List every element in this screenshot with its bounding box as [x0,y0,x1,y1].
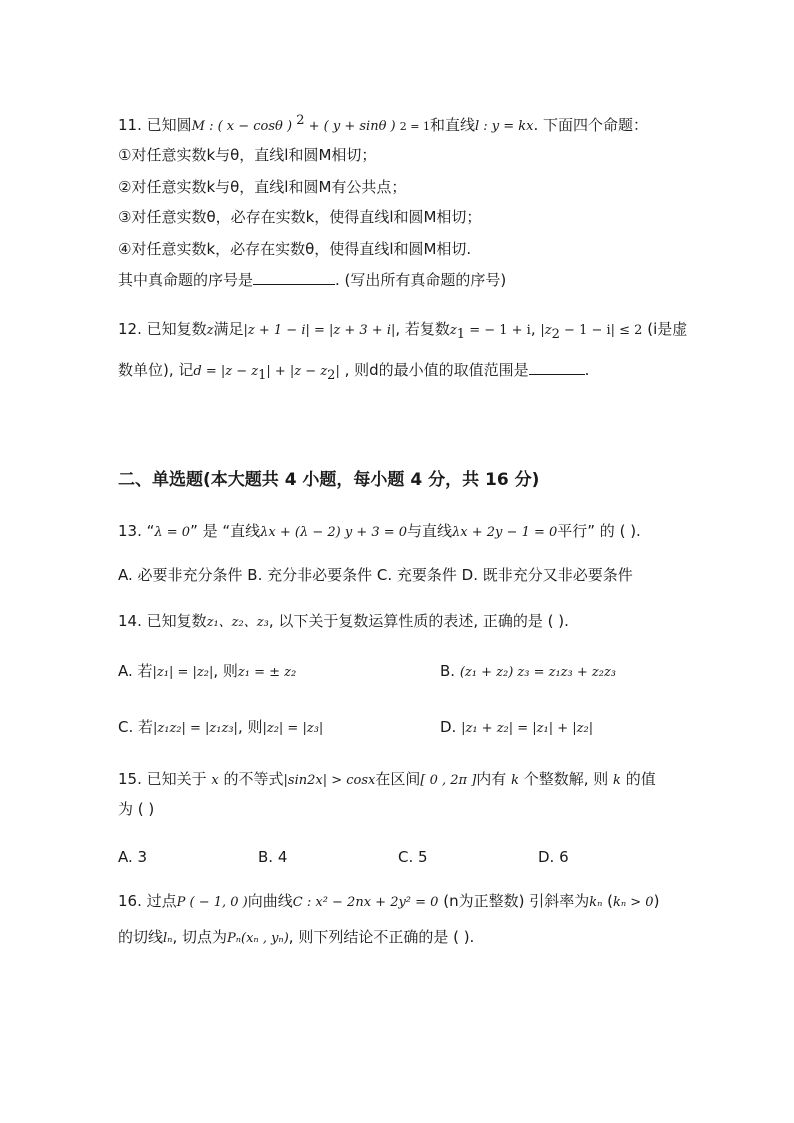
q11-question-note: . (写出所有真命题的序号) [335,271,507,289]
q15-stem-line2: 为 ( ) [118,800,155,818]
q15-option-d[interactable]: D. 6 [538,848,569,866]
q14-option-b-label: B. [440,662,456,680]
q11-proposition-2: ②对任意实数k与θ，直线l和圆M有公共点； [118,178,407,196]
q14-option-d[interactable] [440,716,593,740]
q15-stem-line1 [118,768,656,792]
q11-circle-equation: M : ( x − cosθ ) [191,119,297,134]
q14-option-a-text: , 则 [213,662,238,680]
q12-d-definition-2: | + |z − z [266,364,328,379]
q14-option-b[interactable] [440,660,616,684]
q16-slope: kₙ [589,895,603,910]
q11-question-text: 其中真命题的序号是 [118,271,254,289]
q14-option-a-math1: |z₁| = |z₂| [152,665,214,680]
section-heading: 二、单选题(本大题共 4 小题，每小题 4 分，共 16 分) [118,470,540,490]
q12-text-4: 数单位), 记 [118,361,194,379]
q11-circle-equation-part2: + ( y + sinθ ) [304,119,400,134]
q14-option-d-label: D. [440,718,457,736]
q12-number-text: 12. 已知复数 [118,320,207,338]
q14-option-c[interactable] [118,716,323,740]
q14-option-d-math: |z₁ + z₂| = |z₁| + |z₂| [461,721,594,736]
q11-answer-blank[interactable] [253,268,335,285]
q15-var-k-2: k [613,773,621,788]
q15-text-2: 在区间 [375,770,421,788]
q15-text-4: 个整数解, 则 [518,770,614,788]
q15-text-3: 内有 [476,770,512,788]
q16-slope-condition: kₙ > 0 [612,895,654,910]
q16-stem-line1 [118,890,659,914]
q13-line2-equation: λx + 2y − 1 = 0 [452,525,558,540]
q14-option-c-math1: |z₁z₂| = |z₁z₃| [153,721,238,736]
q12-d-sub2: 2 [327,368,336,383]
q11-suffix-text: . 下面四个命题： [533,116,649,134]
q11-line-equation: l : y = kx [474,119,534,134]
q12-z1-value: = − 1 + i [465,323,531,338]
q15-var-x: x [211,773,219,788]
q15-interval: [ 0 , 2π ] [420,773,477,788]
q12-z2-condition-rest: − 1 − i| ≤ 2 [559,323,643,338]
q12-d-definition: d = |z − z [193,364,259,379]
q12-z2-condition: |z [540,323,552,338]
q14-option-a-label: A. 若 [118,662,153,680]
q14-option-a-math2: z₁ = ± z₂ [237,665,297,680]
q12-condition: |z + 1 − i| = |z + 3 + i| [243,323,396,338]
q13-stem [118,520,641,544]
q12-text-3: (i是虚 [642,320,688,338]
q12-z1-subscript: 1 [456,327,466,342]
q14-option-b-math: (z₁ + z₂) z₃ = z₁z₃ + z₂z₃ [459,665,617,680]
q11-proposition-4: ④对任意实数k，必存在实数θ，使得直线l和圆M相切. [118,240,472,258]
q13-text-2: 与直线 [407,522,453,540]
q16-text-6: , 切点为 [172,928,227,946]
q12-answer-blank[interactable] [529,358,585,375]
q12-text: 满足 [213,320,244,338]
q14-number-text: 14. 已知复数 [118,612,207,630]
q12-var-z: z [206,323,214,338]
q15-option-c[interactable]: C. 5 [398,848,428,866]
q16-text-5: 的切线 [118,928,164,946]
q14-option-c-text: , 则 [237,718,263,736]
q13-line1-equation: λx + (λ − 2) y + 3 = 0 [260,525,408,540]
q13-text-3: 平行” 的 ( ). [557,522,641,540]
q12-d-sub1: 1 [258,368,267,383]
q11-proposition-3: ③对任意实数θ，必存在实数k，使得直线l和圆M相切； [118,208,482,226]
q16-text-3: ( [602,892,613,910]
q16-tangent-point: Pₙ(xₙ , yₙ) [227,931,289,946]
q12-question-text: , 则d的最小值的取值范围是 [339,361,529,379]
q12-separator: , [530,320,541,338]
q16-text-4: ) [653,892,660,910]
q14-stem [118,610,569,634]
q15-option-b[interactable]: B. 4 [258,848,288,866]
q13-options: A. 必要非充分条件 B. 充分非必要条件 C. 充要条件 D. 既非充分又非必要条件 [118,566,633,584]
q11-proposition-1: ①对任意实数k与θ，直线l和圆M相切； [118,146,377,164]
q12-z2-subscript: 2 [551,327,560,342]
q12-text-2: , 若复数 [395,320,450,338]
q16-text-7: , 则下列结论不正确的是 ( ). [288,928,475,946]
q11-number-text: 11. 已知圆 [118,116,192,134]
q13-number-text: 13. “ [118,522,155,540]
q16-curve-equation: C : x² − 2nx + 2y² = 0 [292,895,439,910]
q11-question [118,268,506,291]
q11-connector-text: 和直线 [429,116,475,134]
q13-text: ” 是 “直线 [190,522,261,540]
q16-tangent-line: lₙ [163,931,173,946]
q15-number-text: 15. 已知关于 [118,770,212,788]
q15-text-5: 的值 [620,770,656,788]
q12-stem-line2 [118,358,589,387]
q14-variables: z₁、z₂、z₃ [206,615,269,630]
q12-d-definition-3: | [335,364,340,379]
q11-stem [118,110,648,138]
q15-option-a[interactable]: A. 3 [118,848,148,866]
q11-exponent: 2 [296,113,305,128]
q16-text-2: (n为正整数) 引斜率为 [438,892,590,910]
q16-stem-line2 [118,926,474,950]
q12-stem-line1 [118,318,687,346]
q12-period: . [584,361,590,379]
q12-z1: z [449,323,457,338]
q11-circle-equation-part3: 2 = 1 [399,120,430,133]
q15-inequality: |sin2x| > cosx [283,773,376,788]
q14-option-a[interactable] [118,660,296,684]
q15-text: 的不等式 [218,770,284,788]
q16-point-p: P ( − 1, 0 ) [176,895,248,910]
q16-number-text: 16. 过点 [118,892,177,910]
q14-text: , 以下关于复数运算性质的表述, 正确的是 ( ). [268,612,569,630]
q13-lambda-condition: λ = 0 [154,525,191,540]
q15-var-k: k [511,773,519,788]
q16-text: 向曲线 [247,892,293,910]
q14-option-c-math2: |z₂| = |z₃| [262,721,324,736]
q14-option-c-label: C. 若 [118,718,154,736]
